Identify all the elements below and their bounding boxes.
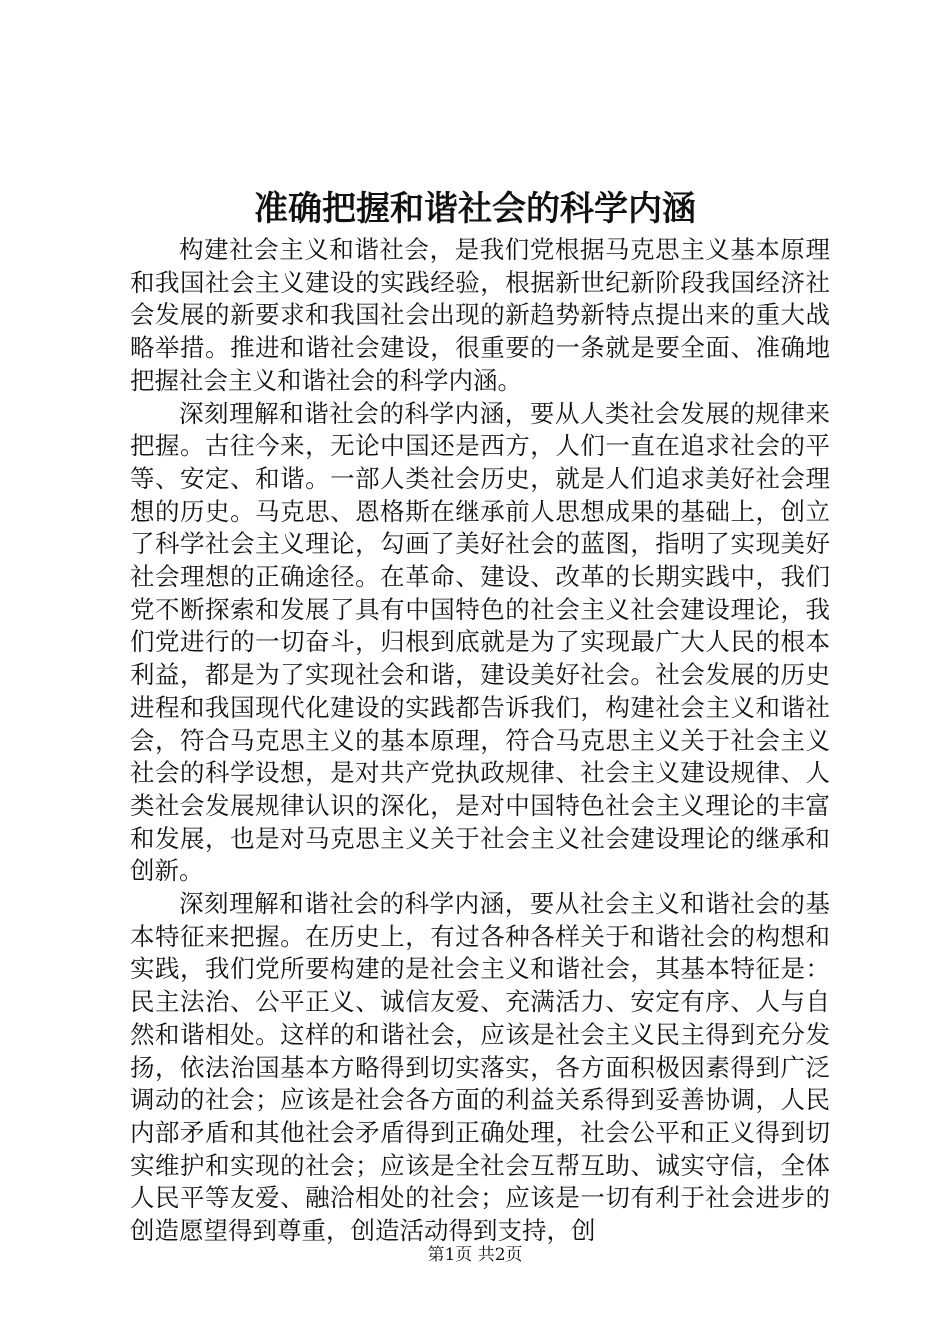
- page-number-indicator: 第1页 共2页: [427, 1245, 523, 1265]
- page-footer: [0, 1244, 950, 1266]
- paragraph: 构建社会主义和谐社会，是我们党根据马克思主义基本原理和我国社会主义建设的实践经验，根据新世纪新阶段我国经济社会发展的新要求和我国社会出现的新趋势新特点提出来的重大战略举措。推进和谐社会建设，很重要的一条就是要全面、准确地把握社会主义和谐社会的科学内涵。: [130, 235, 830, 395]
- paragraph: 深刻理解和谐社会的科学内涵，要从人类社会发展的规律来把握。古往今来，无论中国还是西方，人们一直在追求社会的平等、安定、和谐。一部人类社会历史，就是人们追求美好社会理想的历史。马克思、恩格斯在继承前人思想成果的基础上，创立了科学社会主义理论，勾画了美好社会的蓝图，指明了实现美好社会理想的正确途径。在革命、建设、改革的长期实践中，我们党不断探索和发展了具有中国特色的社会主义社会建设理论，我们党进行的一切奋斗，归根到底就是为了实现最广大人民的根本利益，都是为了实现社会和谐，建设美好社会。社会发展的历史进程和我国现代化建设的实践都告诉我们，构建社会主义和谐社会，符合马克思主义的基本原理，符合马克思主义关于社会主义社会的科学设想，是对共产党执政规律、社会主义建设规律、人类社会发展规律认识的深化，是对中国特色社会主义理论的丰富和发展，也是对马克思主义关于社会主义社会建设理论的继承和创新。: [130, 398, 830, 886]
- document-body: [130, 234, 830, 1248]
- paragraph: 深刻理解和谐社会的科学内涵，要从社会主义和谐社会的基本特征来把握。在历史上，有过各种各样关于和谐社会的构想和实践，我们党所要构建的是社会主义和谐社会，其基本特征是：民主法治、公平正义、诚信友爱、充满活力、安定有序、人与自然和谐相处。这样的和谐社会，应该是社会主义民主得到充分发扬，依法治国基本方略得到切实落实，各方面积极因素得到广泛调动的社会；应该是社会各方面的利益关系得到妥善协调，人民内部矛盾和其他社会矛盾得到正确处理，社会公平和正义得到切实维护和实现的社会；应该是全社会互帮互助、诚实守信，全体人民平等友爱、融洽相处的社会；应该是一切有利于社会进步的创造愿望得到尊重，创造活动得到支持，创: [130, 889, 830, 1246]
- document-title: 准确把握和谐社会的科学内涵: [254, 189, 696, 229]
